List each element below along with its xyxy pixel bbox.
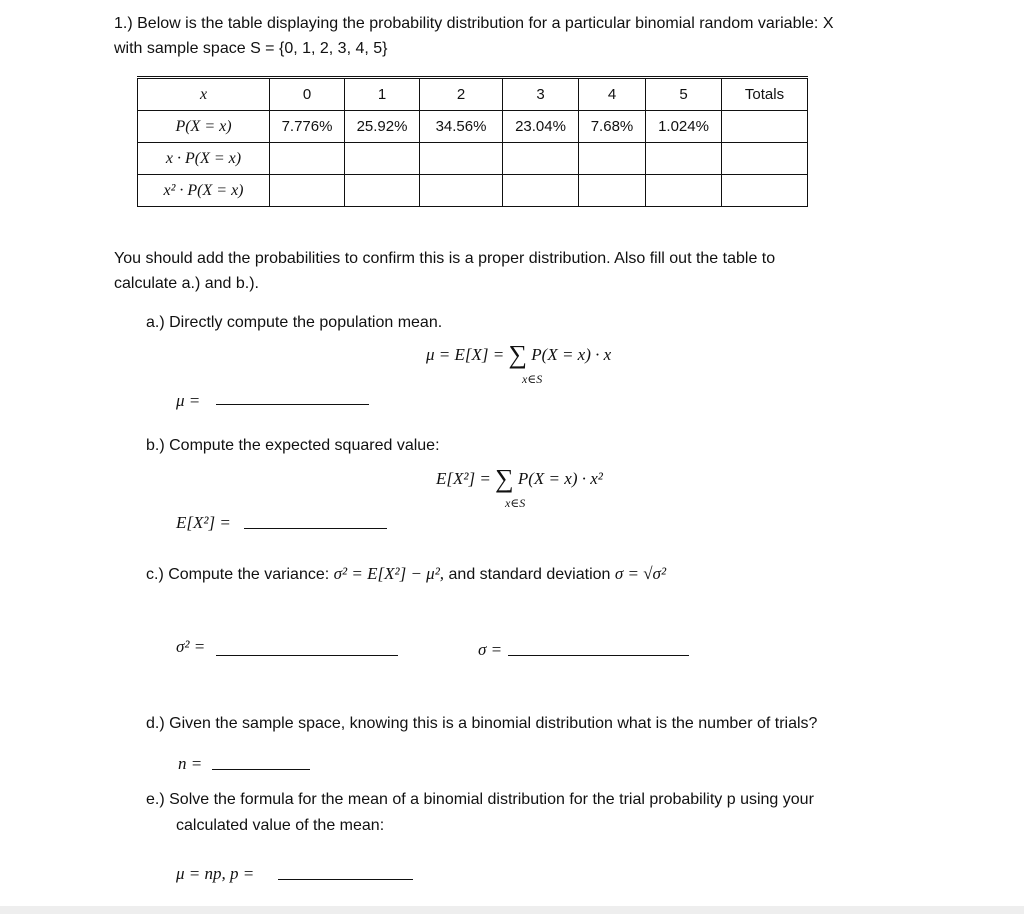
page-bottom-edge xyxy=(0,906,1024,914)
table-row xyxy=(138,175,808,207)
table-row xyxy=(138,143,808,175)
table-cell-blank[interactable] xyxy=(420,175,503,207)
table-row xyxy=(138,111,808,143)
table-cell: 34.56% xyxy=(420,111,503,143)
table-cell-blank[interactable] xyxy=(345,175,420,207)
problem-line-2: with sample space S = {0, 1, 2, 3, 4, 5} xyxy=(114,40,388,57)
sum-icon: ∑ xyxy=(495,464,514,493)
table-cell: 7.68% xyxy=(579,111,646,143)
row-label-x-times-probability: x · P(X = x) xyxy=(138,143,270,175)
header-cell-1: 1 xyxy=(345,78,420,111)
table-cell-blank[interactable] xyxy=(270,175,345,207)
table-cell: 7.776% xyxy=(270,111,345,143)
sd-formula: σ = √σ² xyxy=(614,564,667,583)
part-d-prompt: d.) Given the sample space, knowing this is a binomial distribution what is the number of trials? xyxy=(146,715,818,732)
probability-table xyxy=(137,76,808,207)
part-a-sum-index: x∈S xyxy=(522,372,543,386)
header-cell-5: 5 xyxy=(646,78,722,111)
header-cell-4: 4 xyxy=(579,78,646,111)
part-b-prompt: b.) Compute the expected squared value: xyxy=(146,437,440,454)
table-cell-blank[interactable] xyxy=(503,175,579,207)
header-cell-totals: Totals xyxy=(722,78,808,111)
table-cell-blank[interactable] xyxy=(722,143,808,175)
part-a-prompt: a.) Directly compute the population mean. xyxy=(146,314,443,331)
table-cell-blank[interactable] xyxy=(579,143,646,175)
table-cell-blank[interactable] xyxy=(420,143,503,175)
part-a-formula xyxy=(426,340,612,369)
part-d-answer-label: n = xyxy=(178,754,203,773)
part-c-prompt xyxy=(146,564,666,585)
part-c-variance-label: σ² = xyxy=(176,637,206,656)
part-c-variance-blank[interactable] xyxy=(216,655,398,656)
table-cell-total[interactable] xyxy=(722,111,808,143)
part-e-answer-blank[interactable] xyxy=(278,879,413,880)
formula-lhs: μ = E[X] = xyxy=(426,345,509,364)
part-a-answer-blank[interactable] xyxy=(216,404,369,405)
part-e-prompt-line-1: e.) Solve the formula for the mean of a binomial distribution for the trial probability p using your xyxy=(146,791,814,808)
table-cell-blank[interactable] xyxy=(646,143,722,175)
table-cell-blank[interactable] xyxy=(722,175,808,207)
part-b-formula xyxy=(436,464,603,493)
table-cell-blank[interactable] xyxy=(270,143,345,175)
sum-icon: ∑ xyxy=(508,340,528,369)
problem-line-1: 1.) Below is the table displaying the probability distribution for a particular binomial random variable: X xyxy=(114,15,834,32)
row-label-x-squared-times-probability: x² · P(X = x) xyxy=(138,175,270,207)
header-x-label: x xyxy=(138,78,270,111)
table-cell: 25.92% xyxy=(345,111,420,143)
part-d-answer-blank[interactable] xyxy=(212,769,310,770)
formula-lhs: E[X²] = xyxy=(436,469,496,488)
part-e-answer-label: μ = np, p = xyxy=(176,864,255,883)
formula-rhs: P(X = x) · x xyxy=(527,345,612,364)
part-b-answer-label: E[X²] = xyxy=(176,513,231,532)
table-cell: 1.024% xyxy=(646,111,722,143)
table-cell: 23.04% xyxy=(503,111,579,143)
part-c-text-2: and standard deviation xyxy=(448,566,611,583)
table-cell-blank[interactable] xyxy=(503,143,579,175)
table-cell-blank[interactable] xyxy=(345,143,420,175)
part-b-answer-blank[interactable] xyxy=(244,528,387,529)
header-cell-3: 3 xyxy=(503,78,579,111)
instructions-line-2: calculate a.) and b.). xyxy=(114,275,259,292)
part-b-sum-index: x∈S xyxy=(505,496,526,510)
part-c-sd-blank[interactable] xyxy=(508,655,689,656)
table-cell-blank[interactable] xyxy=(646,175,722,207)
header-cell-2: 2 xyxy=(420,78,503,111)
table-header-row xyxy=(138,78,808,111)
header-cell-0: 0 xyxy=(270,78,345,111)
instructions-line-1: You should add the probabilities to confirm this is a proper distribution. Also fill out the table to xyxy=(114,250,776,267)
variance-formula: σ² = E[X²] − μ², xyxy=(333,564,445,583)
part-c-sd-label: σ = xyxy=(478,640,503,659)
formula-rhs: P(X = x) · x² xyxy=(513,469,603,488)
part-e-prompt-line-2: calculated value of the mean: xyxy=(176,817,385,834)
part-a-answer-label: μ = xyxy=(176,391,201,410)
table-cell-blank[interactable] xyxy=(579,175,646,207)
part-c-text: c.) Compute the variance: xyxy=(146,566,330,583)
row-label-probability: P(X = x) xyxy=(138,111,270,143)
